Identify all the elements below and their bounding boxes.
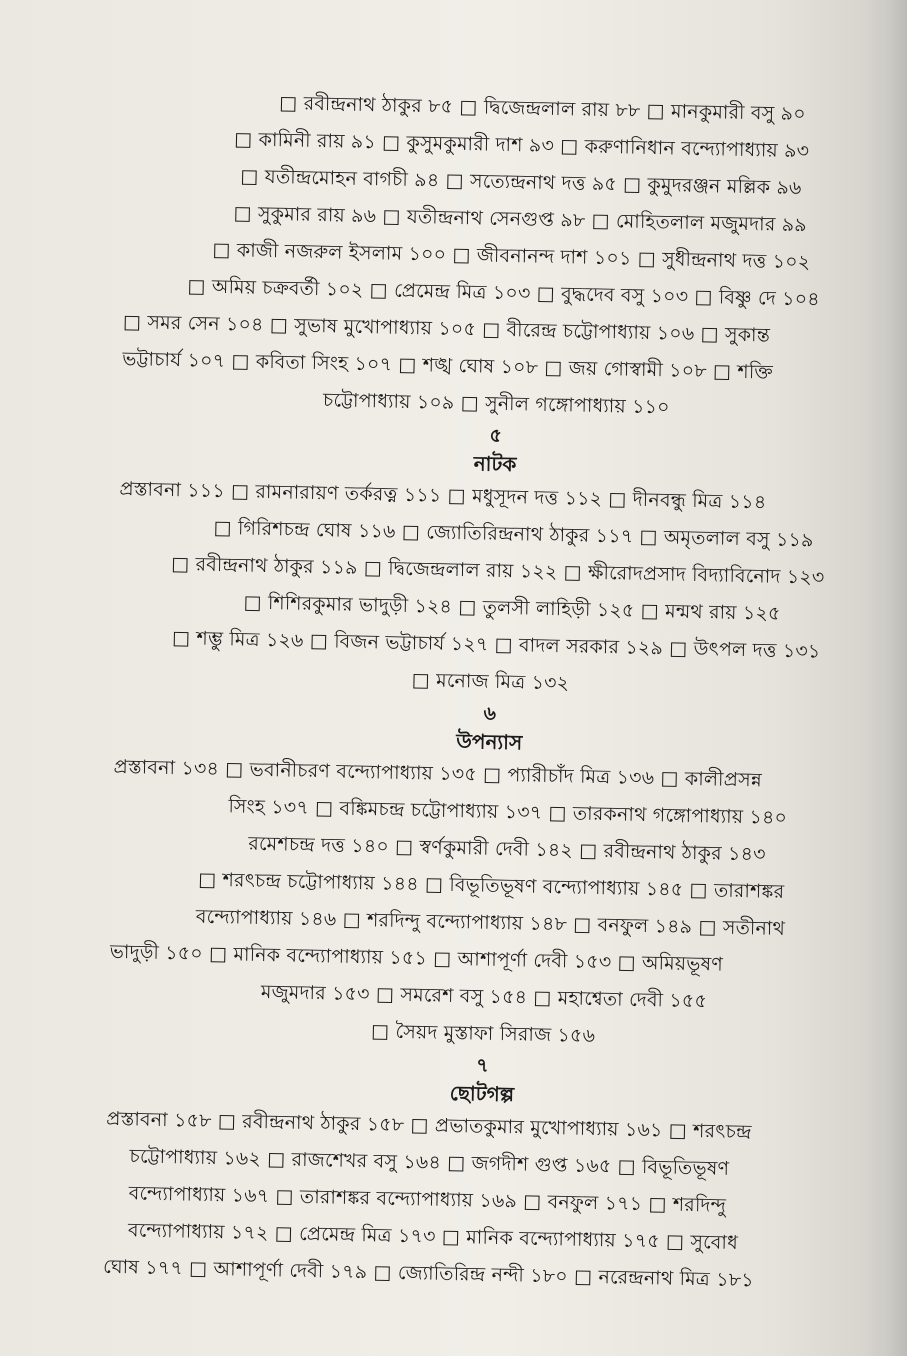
section-novel xyxy=(108,693,865,1061)
toc-line: প্রস্তাবনা ১৩৪ □ ভবানীচরণ বন্দ্যোপাধ্যায় ১৩৫ □ প্যারীচাঁদ মিত্র ১৩৬ □ কালীপ্রসন্ন xyxy=(113,755,763,792)
toc-line: প্রস্তাবনা ১১১ □ রামনারায়ণ তর্করত্ন ১১১ □ মধুসূদন দত্ত ১১২ □ দীনবন্ধু মিত্র ১১৪ xyxy=(119,477,767,514)
toc-line: মজুমদার ১৫৩ □ সমরেশ বসু ১৫৪ □ মহাশ্বেতা দেবী ১৫৫ xyxy=(260,980,708,1013)
section-poetry-continued xyxy=(121,82,878,431)
toc-line: □ মনোজ মিত্র ১৩২ xyxy=(411,669,570,695)
toc-line: প্রস্তাবনা ১৫৮ □ রবীন্দ্রনাথ ঠাকুর ১৫৮ □ প্রভাতকুমার মুখোপাধ্যায় ১৬১ □ শরৎচন্দ্র xyxy=(106,1107,752,1144)
section-title: নাটক xyxy=(473,451,517,477)
toc-line: ভট্টাচার্য ১০৭ □ কবিতা সিংহ ১০৭ □ শঙ্খ ঘোষ ১০৮ □ জয় গোস্বামী ১০৮ □ শক্তি xyxy=(121,347,774,384)
table-of-contents xyxy=(103,82,878,1301)
toc-line: ঘোষ ১৭৭ □ আশাপূর্ণা দেবী ১৭৯ □ জ্যোতিরিন্দ্র নন্দী ১৮০ □ নরেন্দ্রনাথ মিত্র ১৮১ xyxy=(102,1255,755,1292)
toc-line: □ সমর সেন ১০৪ □ সুভাষ মুখোপাধ্যায় ১০৫ □ বীরেন্দ্র চট্টোপাধ্যায় ১০৬ □ সুকান্ত xyxy=(122,310,771,347)
toc-line: □ অমিয় চক্রবর্তী ১০২ □ প্রেমেন্দ্র মিত্র ১০৩ □ বুদ্ধদেব বসু ১০৩ □ বিষ্ণু দে ১০৪ xyxy=(187,275,821,311)
toc-line: চট্টোপাধ্যায় ১০৯ □ সুনীল গঙ্গোপাধ্যায় ১১০ xyxy=(322,389,670,419)
toc-line: রমেশচন্দ্র দত্ত ১৪০ □ স্বর্ণকুমারী দেবী ১৪২ □ রবীন্দ্রনাথ ঠাকুর ১৪৩ xyxy=(248,832,766,866)
toc-line: ভাদুড়ী ১৫০ □ মানিক বন্দ্যোপাধ্যায় ১৫১ □ আশাপূর্ণা দেবী ১৫৩ □ অমিয়ভূষণ xyxy=(109,940,724,976)
toc-line: □ রবীন্দ্রনাথ ঠাকুর ৮৫ □ দ্বিজেন্দ্রলাল রায় ৮৮ □ মানকুমারী বসু ৯০ xyxy=(279,92,806,126)
toc-line: □ শম্ভু মিত্র ১২৬ □ বিজন ভট্টাচার্য ১২৭ □ বাদল সরকার ১২৯ □ উৎপল দত্ত ১৩১ xyxy=(171,627,821,663)
section-number: ৬ xyxy=(483,702,497,725)
section-title: উপন্যাস xyxy=(456,729,523,755)
toc-line: □ গিরিশচন্দ্র ঘোষ ১১৬ □ জ্যোতিরিন্দ্রনাথ ঠাকুর ১১৭ □ অমৃতলাল বসু ১১৯ xyxy=(213,516,814,552)
toc-line: □ সুকুমার রায় ৯৬ □ যতীন্দ্রনাথ সেনগুপ্ত ৯৮ □ মোহিতলাল মজুমদার ৯৯ xyxy=(233,202,808,237)
section-title: ছোটগল্প xyxy=(449,1080,515,1107)
toc-line: বন্দ্যোপাধ্যায় ১৪৬ □ শরদিন্দু বন্দ্যোপাধ্যায় ১৪৮ □ বনফুল ১৪৯ □ সতীনাথ xyxy=(195,905,786,940)
toc-line: বন্দ্যোপাধ্যায় ১৭২ □ প্রেমেন্দ্র মিত্র ১৭৩ □ মানিক বন্দ্যোপাধ্যায় ১৭৫ □ সুবোধ xyxy=(127,1219,739,1255)
toc-line: সিংহ ১৩৭ □ বঙ্কিমচন্দ্র চট্টোপাধ্যায় ১৩৭ □ তারকনাথ গঙ্গোপাধ্যায় ১৪০ xyxy=(228,795,788,829)
section-number: ৫ xyxy=(489,424,503,447)
section-short-story xyxy=(103,1045,858,1302)
toc-line: □ কামিনী রায় ৯১ □ কুসুমকুমারী দাশ ৯৩ □ করুণানিধান বন্দ্যোপাধ্যায় ৯৩ xyxy=(234,128,810,163)
toc-line: □ যতীন্দ্রমোহন বাগচী ৯৪ □ সত্যেন্দ্রনাথ দত্ত ৯৫ □ কুমুদরঞ্জন মল্লিক ৯৬ xyxy=(240,165,802,200)
toc-line: □ কাজী নজরুল ইসলাম ১০০ □ জীবনানন্দ দাশ ১০১ □ সুধীন্দ্রনাথ দত্ত ১০২ xyxy=(212,238,811,274)
toc-line: □ শিশিরকুমার ভাদুড়ী ১২৪ □ তুলসী লাহিড়ী ১২৫ □ মন্মথ রায় ১২৫ xyxy=(243,591,781,625)
toc-line: চট্টোপাধ্যায় ১৬২ □ রাজশেখর বসু ১৬৪ □ জগদীশ গুপ্ত ১৬৫ □ বিভূতিভূষণ xyxy=(129,1145,730,1180)
section-number: ৭ xyxy=(476,1054,489,1077)
toc-line: □ সৈয়দ মুস্তাফা সিরাজ ১৫৬ xyxy=(370,1020,596,1047)
toc-line: □ রবীন্দ্রনাথ ঠাকুর ১১৯ □ দ্বিজেন্দ্রলাল রায় ১২২ □ ক্ষীরোদপ্রসাদ বিদ্যাবিনোদ ১২৩ xyxy=(170,553,825,589)
toc-line: □ শরৎচন্দ্র চট্টোপাধ্যায় ১৪৪ □ বিভূতিভূষণ বন্দ্যোপাধ্যায় ১৪৫ □ তারাশঙ্কর xyxy=(198,868,785,903)
toc-line: বন্দ্যোপাধ্যায় ১৬৭ □ তারাশঙ্কর বন্দ্যোপাধ্যায় ১৬৯ □ বনফুল ১৭১ □ শরদিন্দু xyxy=(128,1182,727,1217)
section-drama xyxy=(115,415,871,709)
